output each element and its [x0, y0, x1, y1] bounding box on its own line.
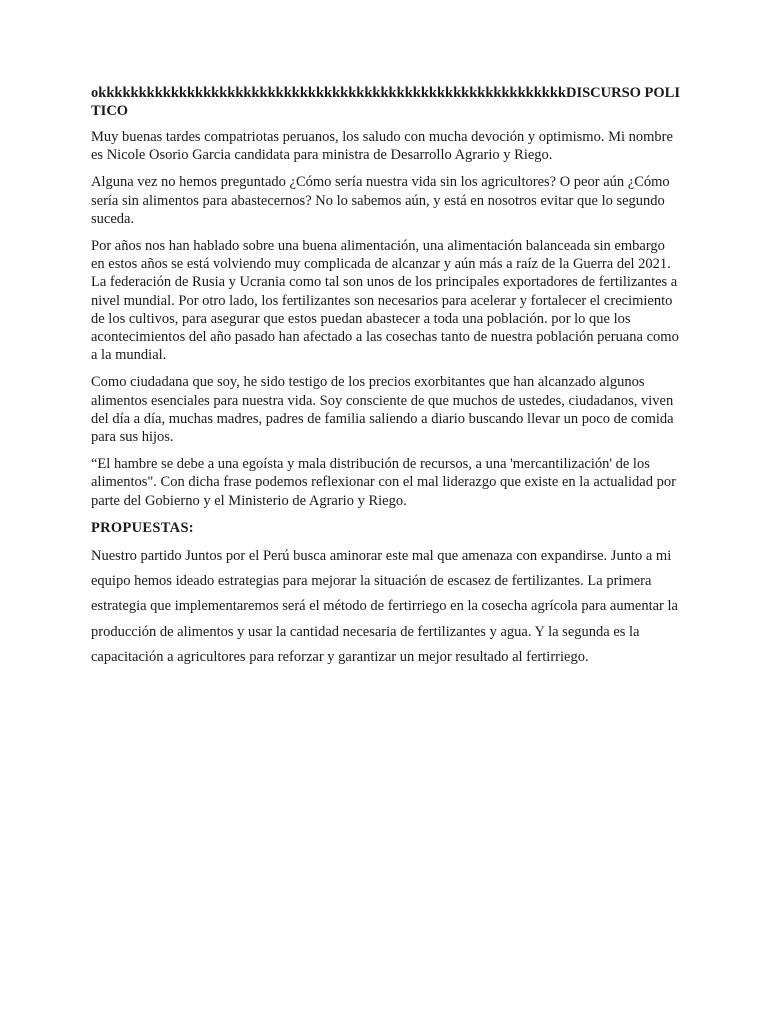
paragraph-question: Alguna vez no hemos preguntado ¿Cómo sería nuestra vida sin los agricultores? O peor aún ¿Cómo sería sin alimentos para abastecernos? No lo sabemos aún, y está en nosotros evitar que lo segundo suceda.: [91, 174, 670, 227]
proposals-paragraph: Nuestro partido Juntos por el Perú busca aminorar este mal que amenaza con expandirse. Junto a mi equipo hemos ideado estrategias para mejorar la situación de escasez de fertilizantes. La primera estrategia que implementaremos será el método de fertirriego en la cosecha agrícola para aumentar la producción de alimentos y usar la cantidad necesaria de fertilizantes y agua. Y la segunda es la capacitación a agricultores para reforzar y garantizar un mejor resultado al fertirriego.: [91, 547, 678, 666]
paragraph-citizen: Como ciudadana que soy, he sido testigo de los precios exorbitantes que han alcanzado algunos alimentos esenciales para nuestra vida. Soy consciente de que muchos de ustedes, ciudadanos, viven del día a día, muchas madres, padres de familia saliendo a diario buscando llevar un poco de comida para sus hijos.: [91, 374, 674, 446]
document-title: okkkkkkkkkkkkkkkkkkkkkkkkkkkkkkkkkkkkkkkkkkkkkkkkkkkkkkkkkkDISCURSO POLITICO: [91, 85, 680, 119]
document-page: [91, 84, 681, 679]
paragraph-context: Por años nos han hablado sobre una buena alimentación, una alimentación balanceada sin embargo en estos años se está volviendo muy complicada de alcanzar y aún más a raíz de la Guerra del 2021. La federación de Rusia y Ucrania como tal son unos de los principales exportadores de fertilizantes a nivel mundial. Por otro lado, los fertilizantes son necesarios para acelerar y fortalecer el crecimiento de los cultivos, para asegurar que estos puedan abastecer a toda una población. por lo que los acontecimientos del año pasado han afectado a las cosechas tanto de nuestra población peruana como a la mundial.: [91, 238, 679, 364]
paragraph-quote: “El hambre se debe a una egoísta y mala distribución de recursos, a una 'mercantilización' de los alimentos". Con dicha frase podemos reflexionar con el mal liderazgo que existe en la actualidad por parte del Gobierno y el Ministerio de Agrario y Riego.: [91, 456, 676, 509]
proposals-heading: PROPUESTAS:: [91, 519, 194, 536]
paragraph-greeting: Muy buenas tardes compatriotas peruanos, los saludo con mucha devoción y optimismo. Mi nombre es Nicole Osorio Garcia candidata para ministra de Desarrollo Agrario y Riego.: [91, 129, 673, 164]
